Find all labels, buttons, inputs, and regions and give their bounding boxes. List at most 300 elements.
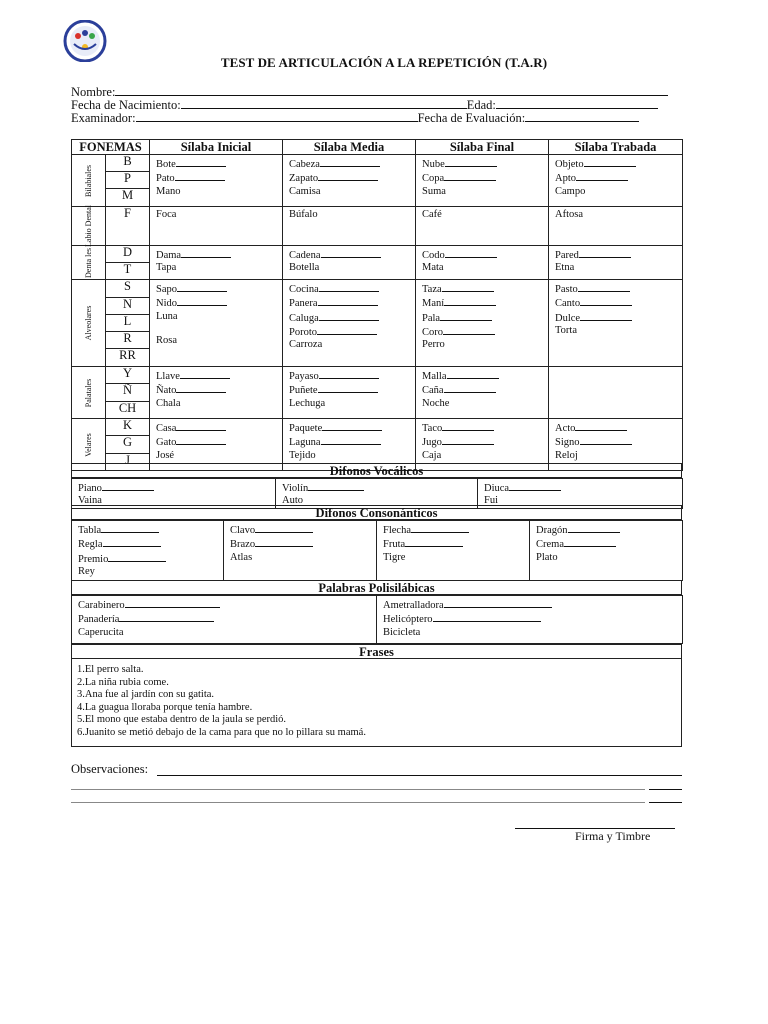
palabras-polisilabicas-section (71, 580, 682, 644)
word-item (289, 186, 415, 198)
response-line[interactable] (125, 598, 220, 608)
response-line[interactable] (405, 537, 463, 547)
fecha-evaluacion-label: Fecha de Evaluación: (417, 111, 526, 125)
word-text: Reloj (555, 449, 578, 461)
response-line[interactable] (321, 248, 381, 258)
word-text: Bote (156, 159, 176, 170)
word-text: Ametralladora (383, 600, 444, 611)
word-text: Rey (78, 565, 95, 577)
silaba-trabada-cell (549, 207, 683, 246)
response-line[interactable] (318, 171, 378, 181)
word-text: Etna (555, 262, 575, 274)
response-line[interactable] (176, 421, 226, 431)
word-text: Caluga (289, 312, 319, 324)
word-text: Cabeza (289, 159, 320, 170)
word-item (156, 282, 282, 296)
section-title: Difonos Consonánticos (71, 505, 682, 520)
phoneme-letter: Y (106, 367, 149, 383)
response-line[interactable] (443, 325, 495, 335)
phoneme-letter: CH (118, 400, 137, 415)
silaba-media-cell (283, 155, 416, 207)
observaciones-line[interactable] (71, 789, 645, 790)
word-text: Diuca (484, 483, 510, 494)
word-item (422, 383, 548, 397)
word-text: Malla (422, 371, 447, 382)
word-text: Ñato (156, 385, 177, 397)
response-line[interactable] (320, 157, 380, 167)
word-text: Nube (422, 159, 445, 170)
observaciones-label: Observaciones: (71, 762, 149, 776)
silaba-final-cell (416, 280, 549, 367)
word-item (555, 209, 682, 221)
fecha-nacimiento-label: Fecha de Nacimiento: (71, 98, 181, 112)
word-item (78, 566, 223, 578)
response-line[interactable] (317, 325, 377, 335)
word-text: Tapa (156, 262, 177, 274)
word-item (156, 171, 282, 185)
word-text: Carroza (289, 339, 323, 351)
firma-label: Firma y Timbre (575, 829, 651, 843)
word-item (156, 383, 282, 397)
word-item (536, 537, 682, 551)
group-label-text: Alveolares (83, 305, 93, 341)
word-text: Luna (156, 310, 178, 322)
word-text: Helicóptero (383, 614, 433, 626)
word-text: Caña (422, 385, 444, 397)
word-item (289, 248, 415, 262)
word-item (230, 523, 376, 537)
word-item (156, 186, 282, 198)
section-title: Palabras Polisilábicas (71, 580, 682, 595)
word-text: Rosa (156, 335, 177, 347)
word-text: Brazo (230, 539, 256, 551)
column-header: Sílaba Final (416, 140, 549, 155)
word-item (555, 296, 682, 310)
word-item (289, 339, 415, 351)
response-line[interactable] (445, 157, 497, 167)
response-line[interactable] (509, 481, 561, 491)
word-item (289, 383, 415, 397)
silaba-inicial-cell (150, 280, 283, 367)
silaba-final-cell (416, 207, 549, 246)
response-line[interactable] (255, 523, 313, 533)
word-item (422, 262, 548, 274)
edad-field[interactable] (496, 97, 658, 109)
group-label-text: Labio Dental (83, 205, 93, 247)
word-text: Café (422, 209, 442, 220)
word-text: Cadena (289, 250, 321, 261)
phoneme-letter: G (106, 435, 149, 453)
table-row (72, 155, 683, 207)
observaciones-line[interactable] (71, 802, 645, 803)
word-text: Clavo (230, 525, 256, 536)
silaba-media-cell (283, 367, 416, 419)
response-line[interactable] (579, 248, 631, 258)
examinador-field[interactable] (136, 110, 418, 122)
word-column (72, 479, 276, 509)
word-item (156, 157, 282, 171)
word-item (536, 552, 682, 564)
word-text: Botella (289, 262, 320, 274)
word-item (555, 262, 682, 274)
response-line[interactable] (255, 537, 313, 547)
word-item (289, 157, 415, 171)
word-item (156, 296, 282, 310)
word-text: Jugo (422, 437, 442, 449)
table-row (72, 280, 683, 367)
word-text: Objeto (555, 159, 584, 170)
difonos-vocalicos-section (71, 463, 682, 509)
response-line[interactable] (564, 537, 616, 547)
word-item (555, 435, 682, 449)
response-line[interactable] (321, 435, 381, 445)
phoneme-table (71, 139, 683, 471)
response-line[interactable] (318, 296, 378, 306)
nombre-field[interactable] (115, 84, 668, 96)
response-line[interactable] (445, 248, 497, 258)
observaciones-line[interactable] (157, 775, 682, 776)
word-text: Coro (422, 326, 443, 338)
word-text: Sapo (156, 284, 177, 295)
word-item (383, 537, 529, 551)
word-item (422, 296, 548, 310)
response-line[interactable] (318, 383, 378, 393)
palabras-polisilabicas-table (71, 595, 683, 644)
word-item (156, 248, 282, 262)
phoneme-cell (106, 280, 150, 367)
word-item (78, 552, 223, 566)
word-text: Fruta (383, 539, 406, 551)
table-row (72, 367, 683, 419)
word-text: Maní (422, 298, 445, 310)
word-text: Violín (282, 483, 309, 494)
word-text: Codo (422, 250, 445, 261)
word-text: Flecha (383, 525, 411, 536)
word-text: Pato (156, 173, 175, 185)
response-line[interactable] (103, 537, 161, 547)
difonos-consonanticos-table (71, 520, 683, 581)
phoneme-group-label (72, 155, 106, 207)
word-text: Plato (536, 551, 558, 563)
observaciones-row (71, 762, 148, 777)
group-label-text: Palatales (83, 378, 93, 407)
examinador-label: Examinador: (71, 111, 136, 125)
word-text: Mata (422, 262, 444, 274)
response-line[interactable] (576, 171, 628, 181)
silaba-inicial-cell (150, 246, 283, 280)
word-item (383, 612, 682, 626)
response-line[interactable] (580, 311, 632, 321)
response-line[interactable] (440, 311, 492, 321)
response-line[interactable] (442, 435, 494, 445)
word-item (289, 296, 415, 310)
word-text: Panera (289, 298, 318, 310)
frase-item: 4.La guagua lloraba porque tenía hambre. (77, 701, 253, 713)
word-item (156, 435, 282, 449)
word-text: Regla (78, 539, 103, 551)
edad-label: Edad: (466, 98, 496, 112)
response-line[interactable] (444, 171, 496, 181)
group-label-text: Bilabiales (83, 164, 93, 197)
frase-item: 5.El mono que estaba dentro de la jaula se perdió. (77, 714, 287, 726)
word-item (78, 612, 376, 626)
column-header: FONEMAS (72, 140, 150, 155)
phoneme-letter: RR (119, 347, 136, 362)
word-text: Paquete (289, 423, 323, 434)
word-item (422, 282, 548, 296)
word-column (478, 479, 683, 509)
word-text: Pala (422, 312, 441, 324)
word-text: Foca (156, 209, 177, 220)
phoneme-letter: T (123, 261, 132, 276)
word-item (555, 171, 682, 185)
table-row (72, 207, 683, 246)
response-line[interactable] (319, 369, 379, 379)
response-line[interactable] (177, 282, 227, 292)
word-text: Auto (282, 495, 303, 507)
phoneme-letter: L (106, 314, 149, 331)
word-text: Caja (422, 449, 442, 461)
phoneme-letter: M (121, 187, 134, 202)
word-item (555, 325, 682, 337)
response-line[interactable] (176, 435, 226, 445)
word-item (422, 248, 548, 262)
word-text: Taza (422, 284, 442, 295)
word-text: Chala (156, 397, 181, 409)
response-line[interactable] (101, 523, 159, 533)
response-line[interactable] (180, 369, 230, 379)
word-text: Premio (78, 553, 109, 565)
word-item (422, 421, 548, 435)
word-text: Signo (555, 437, 580, 449)
phoneme-letter: K (106, 419, 149, 435)
word-item (156, 311, 282, 323)
word-column (224, 521, 377, 581)
word-text: Taco (422, 423, 443, 434)
word-item (156, 262, 282, 274)
word-item (289, 209, 415, 221)
frase-item: 3.Ana fue al jardín con su gatita. (77, 689, 215, 701)
response-line[interactable] (119, 612, 214, 622)
response-line[interactable] (433, 612, 541, 622)
word-text: Laguna (289, 437, 321, 449)
response-line[interactable] (442, 282, 494, 292)
phoneme-cell (106, 155, 150, 207)
response-line[interactable] (575, 421, 627, 431)
word-text: Noche (422, 397, 450, 409)
word-item (422, 369, 548, 383)
examinador-row (71, 110, 639, 126)
word-text: Perro (422, 339, 445, 351)
word-item (289, 435, 415, 449)
word-item (383, 627, 682, 639)
word-text: Tejido (289, 449, 316, 461)
section-title: Frases (71, 644, 682, 659)
nombre-label: Nombre: (71, 85, 116, 99)
word-item (555, 311, 682, 325)
word-text: Cocina (289, 284, 319, 295)
word-item (289, 325, 415, 339)
response-line[interactable] (578, 282, 630, 292)
response-line[interactable] (411, 523, 469, 533)
word-text: Pared (555, 250, 579, 261)
word-text: Gato (156, 437, 177, 449)
word-column (276, 479, 478, 509)
response-line[interactable] (176, 383, 226, 393)
silaba-inicial-cell (150, 207, 283, 246)
word-column (377, 596, 683, 644)
word-item (555, 421, 682, 435)
word-item (422, 325, 548, 339)
response-line[interactable] (447, 369, 499, 379)
response-line[interactable] (108, 552, 166, 562)
word-column (72, 596, 377, 644)
response-line[interactable] (444, 383, 496, 393)
phoneme-letter: J (125, 452, 130, 467)
silaba-trabada-cell (549, 246, 683, 280)
frase-item: 6.Juanito se metió debajo de la cama para que no lo pillara su mamá. (77, 726, 366, 738)
response-line[interactable] (177, 296, 227, 306)
word-text: Nido (156, 298, 177, 310)
word-text: Caperucita (78, 626, 124, 638)
word-item (422, 186, 548, 198)
word-text: Lechuga (289, 397, 326, 409)
word-text: Bicicleta (383, 626, 421, 638)
observaciones-line[interactable] (649, 802, 682, 803)
word-item (484, 481, 682, 495)
word-text: Zapato (289, 173, 319, 185)
word-text: Piano (78, 483, 102, 494)
word-item (383, 523, 529, 537)
response-line[interactable] (444, 296, 496, 306)
observaciones-line[interactable] (649, 789, 682, 790)
word-item (422, 450, 548, 462)
word-text: Panadería (78, 614, 120, 626)
frase-item: 2.La niña rubia come. (77, 676, 169, 688)
fecha-nacimiento-field[interactable] (181, 97, 467, 109)
word-text: Apto (555, 173, 576, 185)
word-text: Tabla (78, 525, 102, 536)
word-item (230, 537, 376, 551)
word-item (78, 537, 223, 551)
phoneme-letter: S (106, 280, 149, 297)
phoneme-group-label (72, 367, 106, 419)
word-item (289, 421, 415, 435)
silaba-trabada-cell (549, 367, 683, 419)
word-item (422, 157, 548, 171)
word-item (282, 481, 477, 495)
word-text: José (156, 449, 175, 461)
word-item (289, 398, 415, 410)
response-line[interactable] (319, 282, 379, 292)
silaba-trabada-cell (549, 155, 683, 207)
phoneme-letter: N (106, 297, 149, 314)
word-item (289, 171, 415, 185)
response-line[interactable] (308, 481, 364, 491)
response-line[interactable] (568, 523, 620, 533)
word-text: Suma (422, 185, 446, 197)
word-item (383, 552, 529, 564)
table-row (72, 246, 683, 280)
response-line[interactable] (580, 435, 632, 445)
word-text: Torta (555, 324, 578, 336)
word-text: Camisa (289, 185, 321, 197)
page-title: TEST DE ARTICULACIÓN A LA REPETICIÓN (T.A.R) (220, 55, 548, 70)
word-text: Pasto (555, 284, 578, 295)
silaba-trabada-cell (549, 280, 683, 367)
word-text: Mano (156, 185, 181, 197)
word-item (289, 369, 415, 383)
word-item (156, 421, 282, 435)
column-header: Sílaba Trabada (549, 140, 683, 155)
word-item (422, 435, 548, 449)
response-line[interactable] (102, 481, 154, 491)
silaba-final-cell (416, 155, 549, 207)
fecha-evaluacion-field[interactable] (525, 110, 639, 122)
word-item (383, 598, 682, 612)
word-text: Tigre (383, 551, 406, 563)
word-item (230, 552, 376, 564)
word-item (555, 248, 682, 262)
word-item (536, 523, 682, 537)
word-item (156, 209, 282, 221)
phoneme-letter: B (106, 155, 149, 172)
phoneme-group-label (72, 246, 106, 280)
word-item (78, 598, 376, 612)
word-text: Crema (536, 539, 564, 551)
response-line[interactable] (175, 171, 225, 181)
phoneme-group-label (72, 280, 106, 367)
word-column (72, 521, 224, 581)
silaba-inicial-cell (150, 367, 283, 419)
word-item (78, 481, 275, 495)
response-line[interactable] (584, 157, 636, 167)
word-text: Vaina (78, 495, 102, 507)
word-item (289, 282, 415, 296)
word-text: Carabinero (78, 600, 125, 611)
section-title: Difonos Vocálicos (71, 463, 682, 478)
response-line[interactable] (176, 157, 226, 167)
response-line[interactable] (181, 248, 231, 258)
word-item (422, 339, 548, 351)
frase-item: 1.El perro salta. (77, 664, 144, 675)
word-item (289, 311, 415, 325)
response-line[interactable] (319, 311, 379, 321)
response-line[interactable] (322, 421, 382, 431)
word-text: Dama (156, 250, 182, 261)
word-text: Acto (555, 423, 576, 434)
phoneme-letter: R (106, 331, 149, 348)
response-line[interactable] (580, 296, 632, 306)
word-text: Búfalo (289, 209, 318, 220)
word-item (555, 157, 682, 171)
phoneme-letter: F (124, 206, 131, 220)
response-line[interactable] (444, 598, 552, 608)
frases-list (71, 659, 682, 747)
word-item (289, 262, 415, 274)
word-item (555, 282, 682, 296)
word-item (555, 186, 682, 198)
word-text: Llave (156, 371, 180, 382)
word-text: Fui (484, 495, 499, 507)
phoneme-cell (106, 246, 150, 280)
word-item (156, 335, 282, 347)
response-line[interactable] (442, 421, 494, 431)
silaba-media-cell (283, 207, 416, 246)
phoneme-letter: D (106, 246, 149, 262)
word-item (156, 450, 282, 462)
column-header: Sílaba Inicial (150, 140, 283, 155)
